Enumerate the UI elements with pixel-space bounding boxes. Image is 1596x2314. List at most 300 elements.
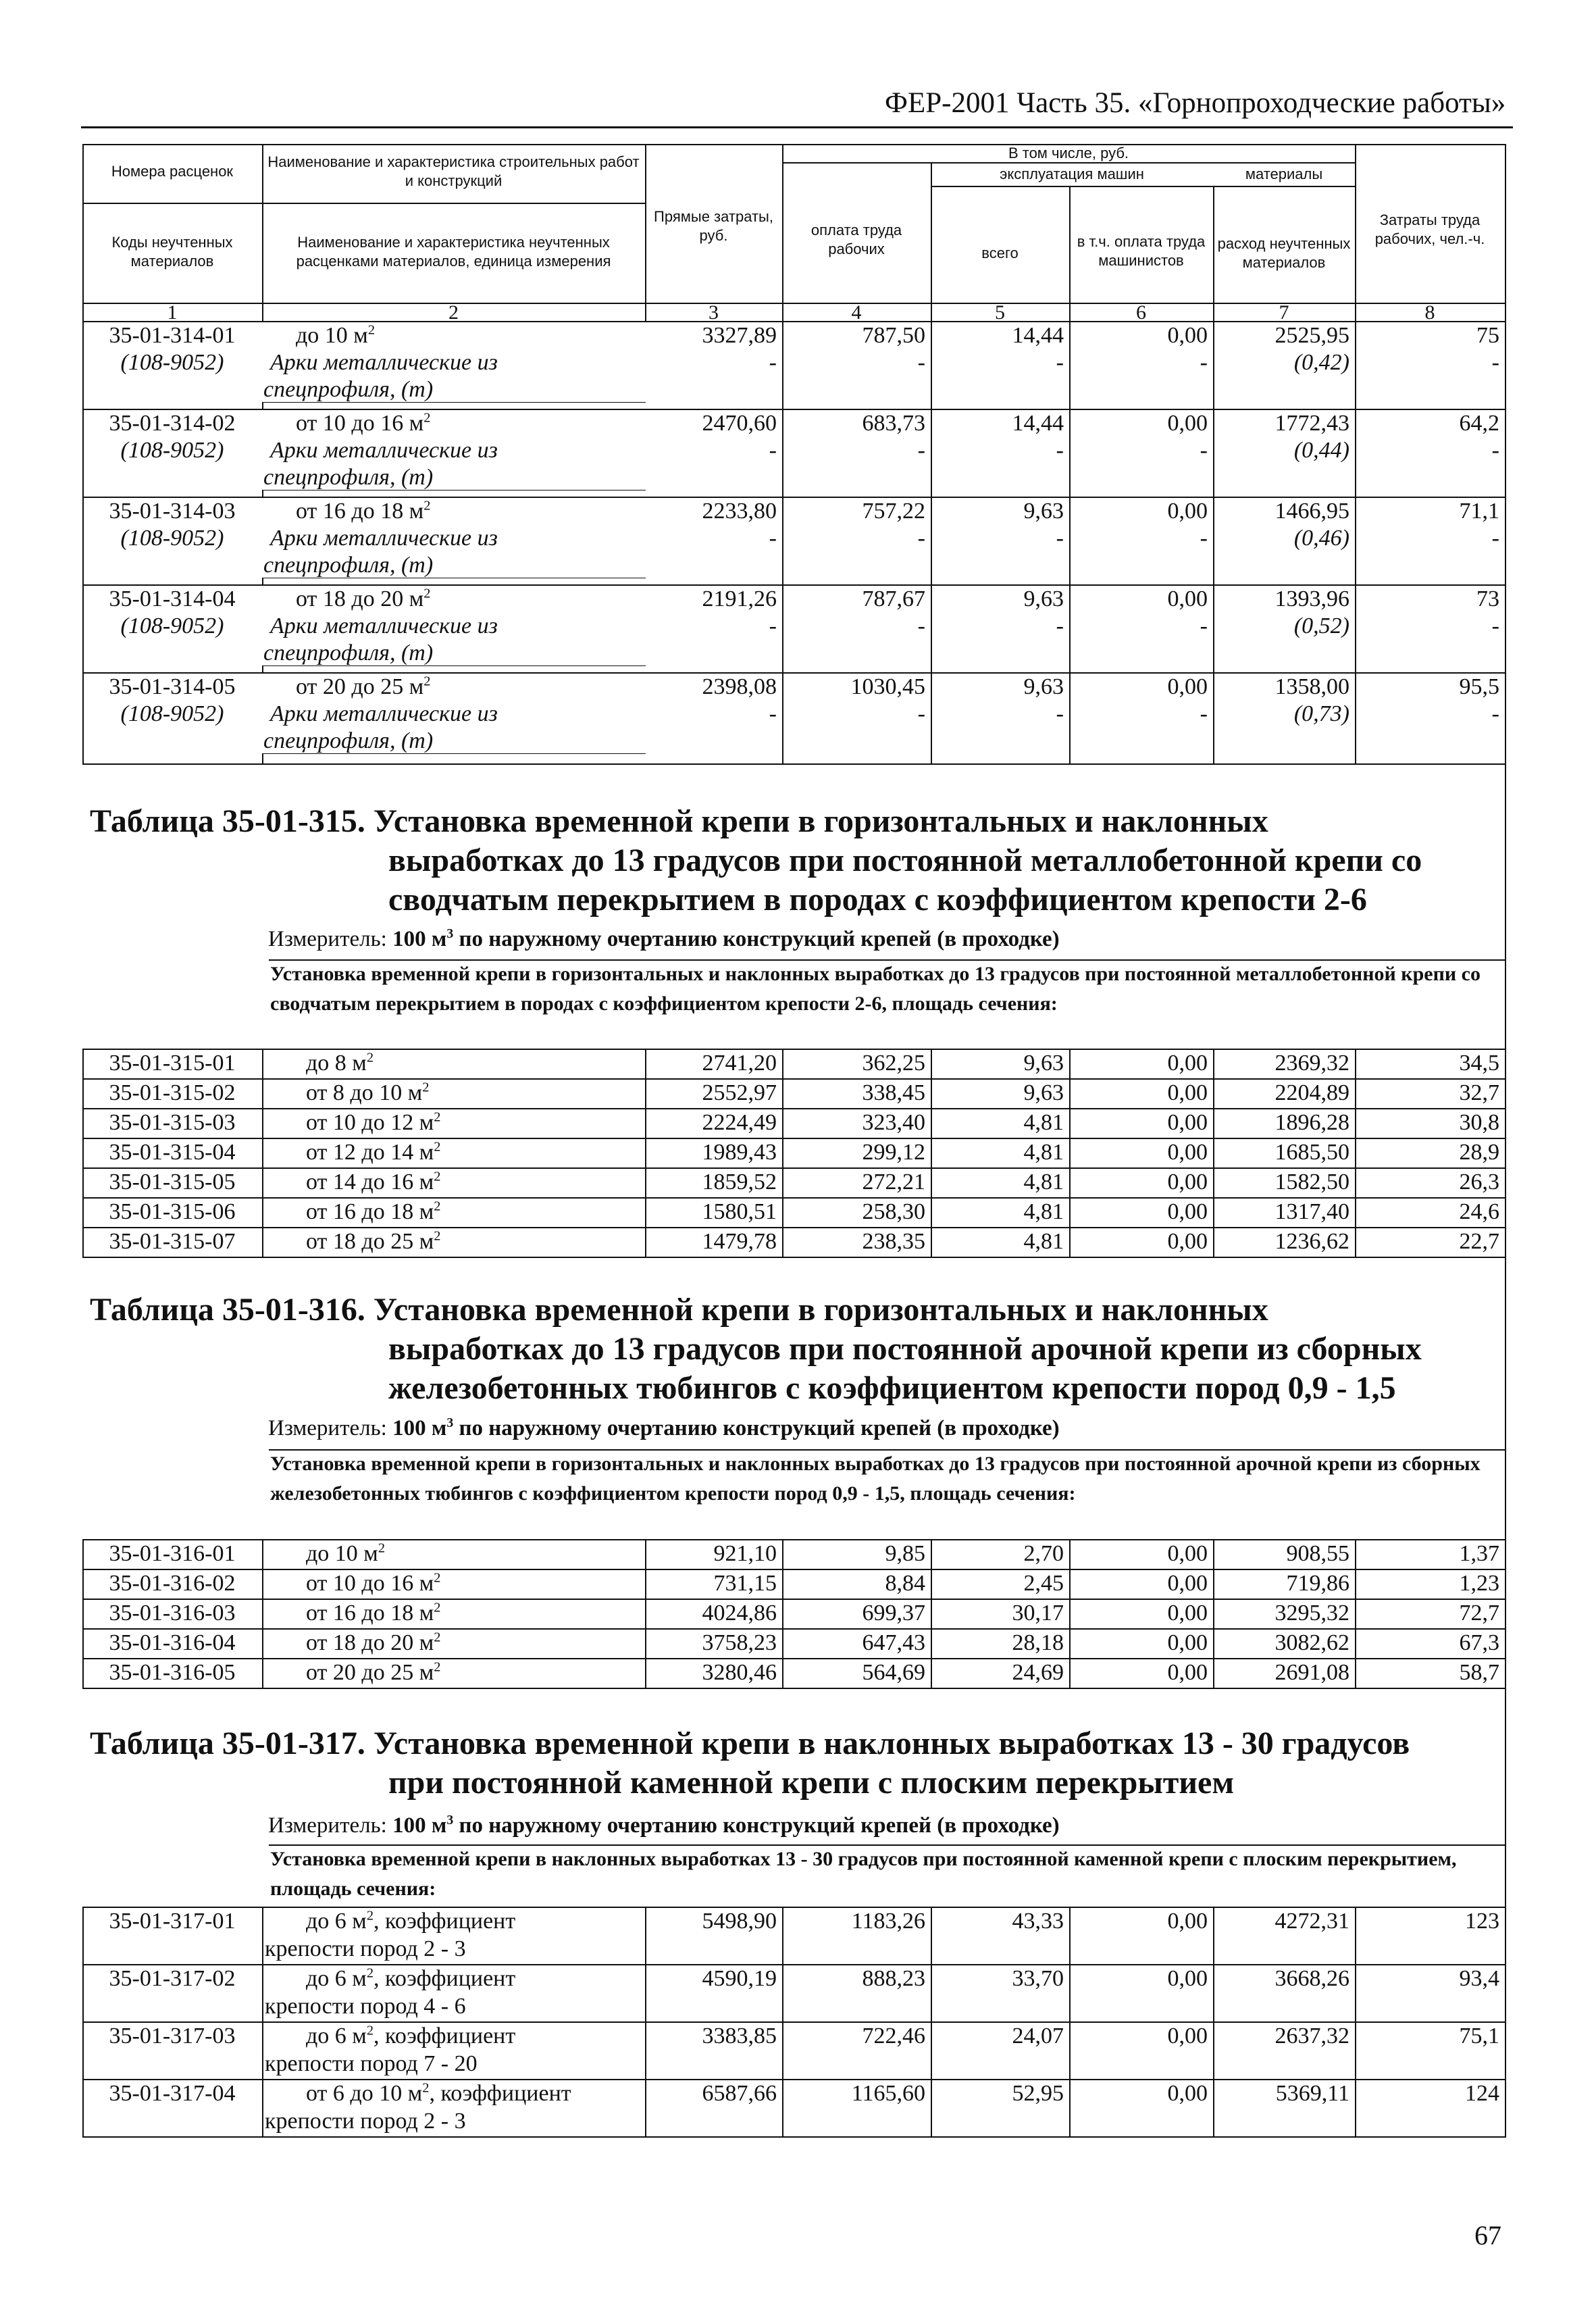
work-name-text: от 20 до 25 м xyxy=(296,674,424,699)
material-value: - xyxy=(1200,350,1208,375)
work-name-exponent: 2 xyxy=(434,1139,441,1155)
measurement-value xyxy=(392,927,1060,951)
norm-code: 35-01-316-03 xyxy=(109,1601,236,1626)
value-cell: 4590,19 xyxy=(702,1966,777,1991)
material-value: (0,46) xyxy=(1293,526,1349,551)
value-cell: 258,30 xyxy=(862,1199,925,1224)
measurement-description: по наружному очертанию конструкций крепей (в проходке) xyxy=(459,1813,1060,1838)
rule-h xyxy=(82,672,1506,674)
norm-code: 35-01-314-03 xyxy=(109,499,236,524)
work-name xyxy=(306,1139,642,1166)
norm-code: 35-01-316-05 xyxy=(109,1660,236,1685)
material-name-continued: спецпрофиля, (т) xyxy=(263,465,434,490)
table-title: железобетонных тюбингов с коэффициентом крепости пород 0,9 - 1,5 xyxy=(388,1370,1396,1406)
work-name-text: от 16 до 18 м xyxy=(306,1199,434,1224)
rule-h xyxy=(262,490,646,491)
work-name-exponent: 2 xyxy=(366,1050,374,1065)
rule-v xyxy=(1505,144,1506,2136)
value-cell: 1183,26 xyxy=(851,1909,925,1934)
rule-v xyxy=(931,1539,932,1689)
rule-v xyxy=(1355,1049,1356,1258)
material-value: - xyxy=(917,526,925,551)
value-cell: 4,81 xyxy=(1023,1169,1064,1194)
value-cell: 0,00 xyxy=(1167,1630,1208,1655)
material-value: (0,73) xyxy=(1293,701,1349,726)
work-name-text: от 10 до 16 м xyxy=(296,411,424,436)
rule-v xyxy=(1069,1907,1071,2136)
value-cell: 0,00 xyxy=(1167,1909,1208,1934)
work-name xyxy=(306,1050,642,1077)
work-name-exponent: 2 xyxy=(366,2023,374,2038)
work-name-exponent: 2 xyxy=(434,1199,441,1214)
value-cell: 719,86 xyxy=(1286,1571,1349,1596)
work-name-suffix: , коэффициент xyxy=(374,1966,516,1991)
work-name-exponent: 2 xyxy=(422,1080,430,1095)
work-name-exponent: 2 xyxy=(434,1109,441,1125)
header-wages: оплата труда рабочих xyxy=(810,222,902,257)
rule-v xyxy=(1355,1539,1356,1689)
work-name xyxy=(296,674,638,701)
work-name-exponent: 2 xyxy=(423,674,431,689)
value-cell: 30,17 xyxy=(1012,1601,1064,1626)
work-name xyxy=(296,322,638,349)
value-cell: 4,81 xyxy=(1023,1140,1064,1165)
value-cell: 2637,32 xyxy=(1275,2023,1349,2048)
work-name-text: от 10 до 12 м xyxy=(306,1110,434,1135)
header-material-name: Наименование и характеристика неучтенных расценками материалов, единица измерения xyxy=(296,234,611,270)
value-cell: 0,00 xyxy=(1167,1140,1208,1165)
table-title: выработках до 13 градусов при постоянной металлобетонной крепи со xyxy=(388,842,1422,878)
value-cell: 2691,08 xyxy=(1275,1660,1349,1685)
value-cell: 3280,46 xyxy=(702,1660,777,1685)
value-cell: 731,15 xyxy=(713,1571,777,1596)
work-name-text: от 16 до 18 м xyxy=(306,1601,434,1626)
norm-code: 35-01-314-05 xyxy=(109,674,236,699)
rule-h xyxy=(262,402,646,403)
value-cell: 9,63 xyxy=(1023,1080,1064,1105)
value-cell: 2552,97 xyxy=(702,1080,777,1105)
value-cell: 0,00 xyxy=(1167,2081,1208,2106)
measurement-label: Измеритель: xyxy=(268,1416,387,1440)
work-name xyxy=(296,410,638,437)
norm-code: 35-01-316-04 xyxy=(109,1630,236,1655)
section-intro: Установка временной крепи в наклонных выработках 13 - 30 градусов при постоянной каменной крепи с плоским перекрытием, площадь сечения: xyxy=(270,1848,1457,1900)
work-name xyxy=(306,1570,642,1597)
value-cell: 123 xyxy=(1465,1909,1499,1934)
value-cell: 8,84 xyxy=(885,1571,925,1596)
material-value: - xyxy=(917,701,925,726)
rule-v xyxy=(1069,186,1071,321)
value-cell: 699,37 xyxy=(862,1601,925,1626)
material-value: - xyxy=(1056,526,1064,551)
work-name xyxy=(306,1965,642,1992)
value-cell: 4272,31 xyxy=(1275,1909,1349,1934)
work-name xyxy=(306,1109,642,1136)
value-cell: 26,3 xyxy=(1459,1169,1499,1194)
work-name-exponent: 2 xyxy=(366,1908,374,1923)
rule-v xyxy=(1069,1049,1071,1258)
value-cell: 1358,00 xyxy=(1275,674,1349,699)
norm-code: 35-01-317-04 xyxy=(109,2081,236,2106)
work-name-exponent: 2 xyxy=(423,498,431,513)
value-cell: 1859,52 xyxy=(702,1169,777,1194)
value-cell: 14,44 xyxy=(1012,323,1064,348)
value-cell: 0,00 xyxy=(1167,1571,1208,1596)
rule-v xyxy=(1069,303,1071,763)
rule-v xyxy=(262,1539,263,1689)
work-name-continued: крепости пород 2 - 3 xyxy=(265,1936,466,1961)
rule-h xyxy=(82,2136,1506,2138)
rule-v xyxy=(1069,1539,1071,1689)
value-cell: 95,5 xyxy=(1459,674,1499,699)
measurement-label: Измеритель: xyxy=(268,927,387,951)
rule-h xyxy=(82,584,1506,586)
value-cell: 888,23 xyxy=(862,1966,925,1991)
norm-code: 35-01-315-04 xyxy=(109,1140,236,1165)
measurement-exponent: 3 xyxy=(446,1415,454,1430)
value-cell: 75,1 xyxy=(1459,2023,1499,2048)
value-cell: 58,7 xyxy=(1459,1660,1499,1685)
header-material-codes: Коды неучтенных материалов xyxy=(111,234,233,270)
value-cell: 3082,62 xyxy=(1275,1630,1349,1655)
value-cell: 33,70 xyxy=(1012,1966,1064,1991)
rule-h xyxy=(262,753,646,754)
work-name-text: от 12 до 14 м xyxy=(306,1140,434,1165)
rule-v xyxy=(782,144,783,321)
norm-code: 35-01-314-04 xyxy=(109,586,236,611)
material-value: - xyxy=(1056,350,1064,375)
value-cell: 908,55 xyxy=(1286,1541,1349,1566)
measurement-exponent: 3 xyxy=(446,926,454,941)
column-number: 2 xyxy=(448,301,459,324)
value-cell: 323,40 xyxy=(862,1110,925,1135)
work-name xyxy=(306,1908,642,1935)
header-materials: материалы xyxy=(1245,166,1323,182)
work-name-exponent: 2 xyxy=(434,1228,441,1244)
value-cell: 1317,40 xyxy=(1275,1199,1349,1224)
material-name: Арки металлические из xyxy=(270,526,498,551)
rule-v xyxy=(262,578,263,584)
header-including: В том числе, руб. xyxy=(1008,145,1129,161)
value-cell: 362,25 xyxy=(862,1051,925,1076)
rule-v xyxy=(1213,186,1214,321)
material-code: (108-9052) xyxy=(120,613,224,638)
column-number: 6 xyxy=(1136,301,1146,324)
value-cell: 22,7 xyxy=(1459,1229,1499,1254)
value-cell: 0,00 xyxy=(1167,1110,1208,1135)
measurement-amount: 100 м xyxy=(392,927,447,951)
value-cell: 52,95 xyxy=(1012,2081,1064,2106)
value-cell: 64,2 xyxy=(1459,411,1499,436)
material-value: - xyxy=(1056,438,1064,463)
rule-v xyxy=(1355,303,1356,763)
rule-v xyxy=(262,1049,263,1258)
material-name-continued: спецпрофиля, (т) xyxy=(263,553,434,578)
value-cell: 73 xyxy=(1476,586,1499,611)
material-name-continued: спецпрофиля, (т) xyxy=(263,377,434,402)
work-name-text: от 14 до 16 м xyxy=(306,1169,434,1194)
material-value: - xyxy=(769,526,777,551)
work-name-exponent: 2 xyxy=(434,1169,441,1184)
measurement-description: по наружному очертанию конструкций крепей (в проходке) xyxy=(459,927,1060,951)
work-name-exponent: 2 xyxy=(434,1570,441,1586)
rule-h xyxy=(262,665,646,666)
material-name-continued: спецпрофиля, (т) xyxy=(263,728,434,753)
value-cell: 0,00 xyxy=(1167,1601,1208,1626)
value-cell: 2369,32 xyxy=(1275,1051,1349,1076)
header-norm-numbers: Номера расценок xyxy=(111,163,234,180)
column-number: 4 xyxy=(851,301,862,324)
work-name-text: от 6 до 10 м xyxy=(306,2081,423,2106)
value-cell: 1989,43 xyxy=(702,1140,777,1165)
material-value: - xyxy=(1491,701,1499,726)
value-cell: 5498,90 xyxy=(702,1909,777,1934)
value-cell: 2525,95 xyxy=(1275,323,1349,348)
norm-code: 35-01-316-01 xyxy=(109,1541,236,1566)
header-work-name: Наименование и характеристика строительных работ и конструкций xyxy=(267,153,640,189)
value-cell: 3668,26 xyxy=(1275,1966,1349,1991)
measurement-value xyxy=(392,1416,1060,1440)
value-cell: 0,00 xyxy=(1167,411,1208,436)
material-value: - xyxy=(1056,613,1064,638)
material-value: - xyxy=(917,438,925,463)
value-cell: 43,33 xyxy=(1012,1909,1064,1934)
value-cell: 72,7 xyxy=(1459,1601,1499,1626)
work-name-suffix: , коэффициент xyxy=(374,1909,516,1934)
value-cell: 30,8 xyxy=(1459,1110,1499,1135)
material-value: - xyxy=(1200,701,1208,726)
norm-code: 35-01-315-02 xyxy=(109,1080,236,1105)
value-cell: 2470,60 xyxy=(702,411,777,436)
rule-h xyxy=(82,1688,1506,1689)
rule-v xyxy=(645,1539,646,1689)
column-number: 3 xyxy=(709,301,719,324)
material-name: Арки металлические из xyxy=(270,613,498,638)
value-cell: 6587,66 xyxy=(702,2081,777,2106)
header-material-consumption: расход неучтенных материалов xyxy=(1217,235,1351,271)
section-intro: Установка временной крепи в горизонтальных и наклонных выработках до 13 градусов при постоянной арочной крепи из сборных железобетонных тюбингов с коэффициентом крепости пород 0,9 - 1,5, площадь сечения: xyxy=(270,1453,1481,1505)
value-cell: 921,10 xyxy=(713,1541,777,1566)
work-name-exponent: 2 xyxy=(423,586,431,601)
value-cell: 71,1 xyxy=(1459,499,1499,524)
material-value: - xyxy=(769,350,777,375)
material-value: - xyxy=(1491,438,1499,463)
rule-h xyxy=(82,763,1506,765)
material-name: Арки металлические из xyxy=(270,438,498,463)
norm-code: 35-01-316-02 xyxy=(109,1571,236,1596)
value-cell: 0,00 xyxy=(1167,1966,1208,1991)
work-name-text: от 18 до 20 м xyxy=(296,586,424,611)
material-value: - xyxy=(1491,350,1499,375)
value-cell: 0,00 xyxy=(1167,1660,1208,1685)
value-cell: 0,00 xyxy=(1167,1080,1208,1105)
value-cell: 0,00 xyxy=(1167,586,1208,611)
work-name-continued: крепости пород 7 - 20 xyxy=(265,2051,478,2076)
work-name-exponent: 2 xyxy=(423,410,431,426)
rule-v xyxy=(262,1907,263,2136)
value-cell: 24,6 xyxy=(1459,1199,1499,1224)
value-cell: 1393,96 xyxy=(1275,586,1349,611)
norm-code: 35-01-314-01 xyxy=(109,323,236,348)
material-name: Арки металлические из xyxy=(270,350,498,375)
measurement-unit xyxy=(268,926,1060,953)
work-name-exponent: 2 xyxy=(434,1630,441,1645)
column-number: 1 xyxy=(167,301,178,324)
rule-v xyxy=(931,1907,932,2136)
work-name-text: до 8 м xyxy=(306,1051,367,1076)
measurement-unit xyxy=(268,1812,1060,1839)
value-cell: 0,00 xyxy=(1167,2023,1208,2048)
rule-v xyxy=(1213,303,1214,763)
work-name-text: до 6 м xyxy=(306,2023,367,2048)
table-title: при постоянной каменной крепи с плоским перекрытием xyxy=(388,1765,1235,1801)
value-cell: 647,43 xyxy=(862,1630,925,1655)
norm-code: 35-01-315-05 xyxy=(109,1169,236,1194)
work-name xyxy=(306,1169,642,1196)
value-cell: 2398,08 xyxy=(702,674,777,699)
value-cell: 28,9 xyxy=(1459,1140,1499,1165)
work-name xyxy=(306,1080,642,1107)
rule-v xyxy=(1355,144,1356,321)
material-value: - xyxy=(917,613,925,638)
value-cell: 1236,62 xyxy=(1275,1229,1349,1254)
material-value: - xyxy=(1200,613,1208,638)
value-cell: 124 xyxy=(1465,2081,1499,2106)
header-direct-costs: Прямые затраты, руб. xyxy=(654,208,773,244)
rule-v xyxy=(782,303,783,763)
work-name-text: до 10 м xyxy=(306,1541,378,1566)
work-name-text: до 6 м xyxy=(306,1909,367,1934)
material-value: - xyxy=(917,350,925,375)
work-name xyxy=(306,1540,642,1567)
value-cell: 0,00 xyxy=(1167,1229,1208,1254)
work-name-exponent: 2 xyxy=(367,322,376,338)
norm-code: 35-01-315-03 xyxy=(109,1110,236,1135)
table-title: выработках до 13 градусов при постоянной арочной крепи из сборных xyxy=(388,1331,1422,1367)
work-name-text: от 18 до 20 м xyxy=(306,1630,434,1655)
measurement-exponent: 3 xyxy=(446,1813,454,1828)
work-name-exponent: 2 xyxy=(434,1600,441,1615)
rule-v xyxy=(1213,1049,1214,1258)
table-title: Таблица 35-01-316. Установка временной крепи в горизонтальных и наклонных xyxy=(90,1292,1268,1328)
value-cell: 2191,26 xyxy=(702,586,777,611)
table-title: Таблица 35-01-315. Установка временной крепи в горизонтальных и наклонных xyxy=(90,803,1268,839)
material-value: - xyxy=(1491,613,1499,638)
rule-v xyxy=(931,162,932,321)
material-code: (108-9052) xyxy=(120,701,224,726)
rule-v xyxy=(262,665,263,672)
work-name-suffix: , коэффициент xyxy=(374,2023,516,2048)
measurement-label: Измеритель: xyxy=(268,1813,387,1838)
measurement-value xyxy=(392,1813,1060,1838)
value-cell: 4,81 xyxy=(1023,1199,1064,1224)
norm-code: 35-01-315-01 xyxy=(109,1051,236,1076)
work-name-exponent: 2 xyxy=(378,1540,386,1556)
value-cell: 2233,80 xyxy=(702,499,777,524)
rule-v xyxy=(262,757,263,763)
work-name-exponent: 2 xyxy=(434,1659,441,1675)
material-value: - xyxy=(1056,701,1064,726)
column-number: 5 xyxy=(995,301,1005,324)
work-name-continued: крепости пород 2 - 3 xyxy=(265,2109,466,2134)
value-cell: 32,7 xyxy=(1459,1080,1499,1105)
rule-h xyxy=(262,203,646,204)
rule-v xyxy=(1213,1907,1214,2136)
value-cell: 1582,50 xyxy=(1275,1169,1349,1194)
value-cell: 338,45 xyxy=(862,1080,925,1105)
work-name-text: от 8 до 10 м xyxy=(306,1080,423,1105)
value-cell: 1580,51 xyxy=(702,1199,777,1224)
value-cell: 24,07 xyxy=(1012,2023,1064,2048)
work-name-text: до 6 м xyxy=(306,1966,367,1991)
work-name-exponent: 2 xyxy=(422,2080,430,2096)
value-cell: 683,73 xyxy=(862,411,925,436)
value-cell: 34,5 xyxy=(1459,1051,1499,1076)
value-cell: 2,70 xyxy=(1023,1541,1064,1566)
rule-v xyxy=(645,144,646,321)
value-cell: 67,3 xyxy=(1459,1630,1499,1655)
value-cell: 3295,32 xyxy=(1275,1601,1349,1626)
material-value: - xyxy=(769,613,777,638)
value-cell: 0,00 xyxy=(1167,499,1208,524)
value-cell: 1896,28 xyxy=(1275,1110,1349,1135)
column-number: 7 xyxy=(1279,301,1289,324)
rule-v xyxy=(645,1907,646,2136)
norm-code: 35-01-315-06 xyxy=(109,1199,236,1224)
rule-h xyxy=(931,186,1356,187)
measurement-unit xyxy=(268,1415,1060,1442)
value-cell: 75 xyxy=(1476,323,1499,348)
value-cell: 0,00 xyxy=(1167,1051,1208,1076)
value-cell: 238,35 xyxy=(862,1229,925,1254)
value-cell: 2,45 xyxy=(1023,1571,1064,1596)
rule-v xyxy=(931,1049,932,1258)
material-name-continued: спецпрофиля, (т) xyxy=(263,640,434,665)
value-cell: 93,4 xyxy=(1459,1966,1499,1991)
work-name xyxy=(296,586,638,613)
work-name-text: до 10 м xyxy=(296,323,368,348)
value-cell: 9,63 xyxy=(1023,586,1064,611)
material-value: - xyxy=(769,438,777,463)
value-cell: 9,63 xyxy=(1023,1051,1064,1076)
value-cell: 1466,95 xyxy=(1275,499,1349,524)
material-value: (0,44) xyxy=(1293,438,1349,463)
rule-v xyxy=(782,1907,783,2136)
value-cell: 9,85 xyxy=(885,1541,925,1566)
table-title: Таблица 35-01-317. Установка временной крепи в наклонных выработках 13 - 30 градусов xyxy=(90,1726,1410,1761)
value-cell: 1165,60 xyxy=(851,2081,925,2106)
value-cell: 0,00 xyxy=(1167,1169,1208,1194)
norm-code: 35-01-317-03 xyxy=(109,2023,236,2048)
norm-code: 35-01-314-02 xyxy=(109,411,236,436)
work-name xyxy=(306,1228,642,1255)
work-name-suffix: , коэффициент xyxy=(429,2081,571,2106)
work-name-continued: крепости пород 4 - 6 xyxy=(265,1994,466,2019)
value-cell: 4,81 xyxy=(1023,1110,1064,1135)
rule-v xyxy=(782,1049,783,1258)
column-number: 8 xyxy=(1424,301,1435,324)
value-cell: 14,44 xyxy=(1012,411,1064,436)
material-value: (0,52) xyxy=(1293,613,1349,638)
norm-code: 35-01-317-01 xyxy=(109,1909,236,1934)
value-cell: 787,67 xyxy=(862,586,925,611)
value-cell: 722,46 xyxy=(862,2023,925,2048)
work-name-text: от 20 до 25 м xyxy=(306,1660,434,1685)
value-cell: 28,18 xyxy=(1012,1630,1064,1655)
material-code: (108-9052) xyxy=(120,350,224,375)
rule-v xyxy=(262,144,263,321)
value-cell: 3758,23 xyxy=(702,1630,777,1655)
